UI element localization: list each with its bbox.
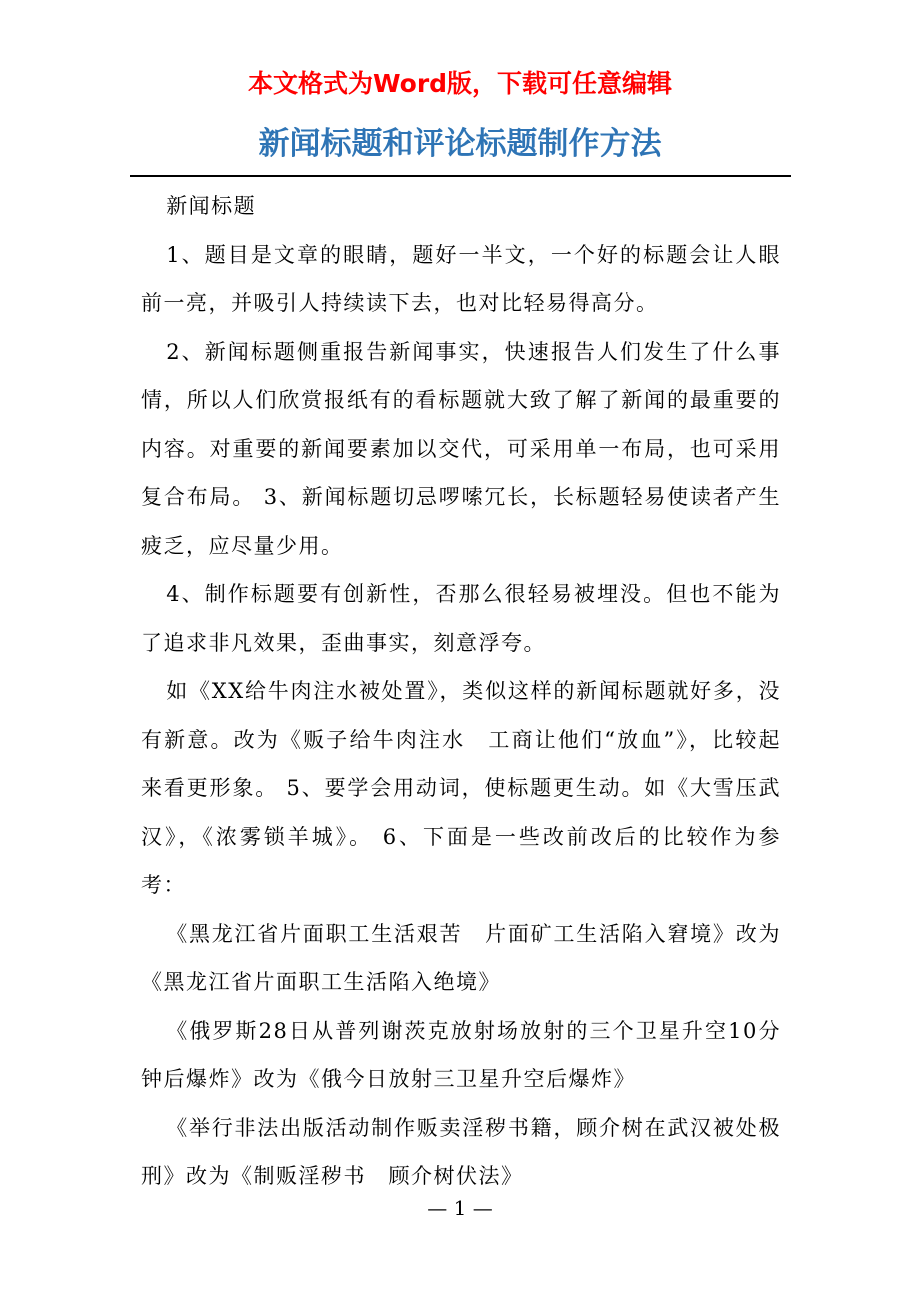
document-title: 新闻标题和评论标题制作方法 <box>258 126 662 162</box>
paragraph: 《俄罗斯28日从普列谢茨克放射场放射的三个卫星升空10分钟后爆炸》改为《俄今日放射三卫星升空后爆炸》 <box>141 1018 781 1091</box>
paragraph: 1、题目是文章的眼睛，题好一半文，一个好的标题会让人眼前一亮，并吸引人持续读下去，也对比轻易得高分。 <box>141 242 781 315</box>
title-divider <box>130 175 791 177</box>
format-notice-banner: 本文格式为Word版，下载可任意编辑 <box>247 69 673 98</box>
section-heading: 新闻标题 <box>166 194 257 218</box>
paragraph: 《黑龙江省片面职工生活艰苦 片面矿工生活陷入窘境》改为《黑龙江省片面职工生活陷入绝境》 <box>141 921 781 994</box>
document-body <box>141 182 781 1201</box>
paragraph: 2、新闻标题侧重报告新闻事实，快速报告人们发生了什么事情，所以人们欣赏报纸有的看标题就大致了解了新闻的最重要的内容。对重要的新闻要素加以交代，可采用单一布局，也可采用复合布局。 3、新闻标题切忌啰嗦冗长，长标题轻易使读者产生疲乏，应尽量少用。 <box>141 339 781 558</box>
page-number: — 1 — <box>427 1196 493 1220</box>
paragraph: 《举行非法出版活动制作贩卖淫秽书籍，顾介树在武汉被处极刑》改为《制贩淫秽书 顾介树伏法》 <box>141 1115 781 1188</box>
paragraph: 4、制作标题要有创新性，否那么很轻易被埋没。但也不能为了追求非凡效果，歪曲事实，刻意浮夸。 <box>141 582 781 655</box>
paragraph: 如《XX给牛肉注水被处置》，类似这样的新闻标题就好多，没有新意。改为《贩子给牛肉注水 工商让他们“放血”》，比较起来看更形象。 5、要学会用动词，使标题更生动。如《大雪压武汉》，《浓雾锁羊城》。 6、下面是一些改前改后的比较作为参考： <box>141 679 781 897</box>
